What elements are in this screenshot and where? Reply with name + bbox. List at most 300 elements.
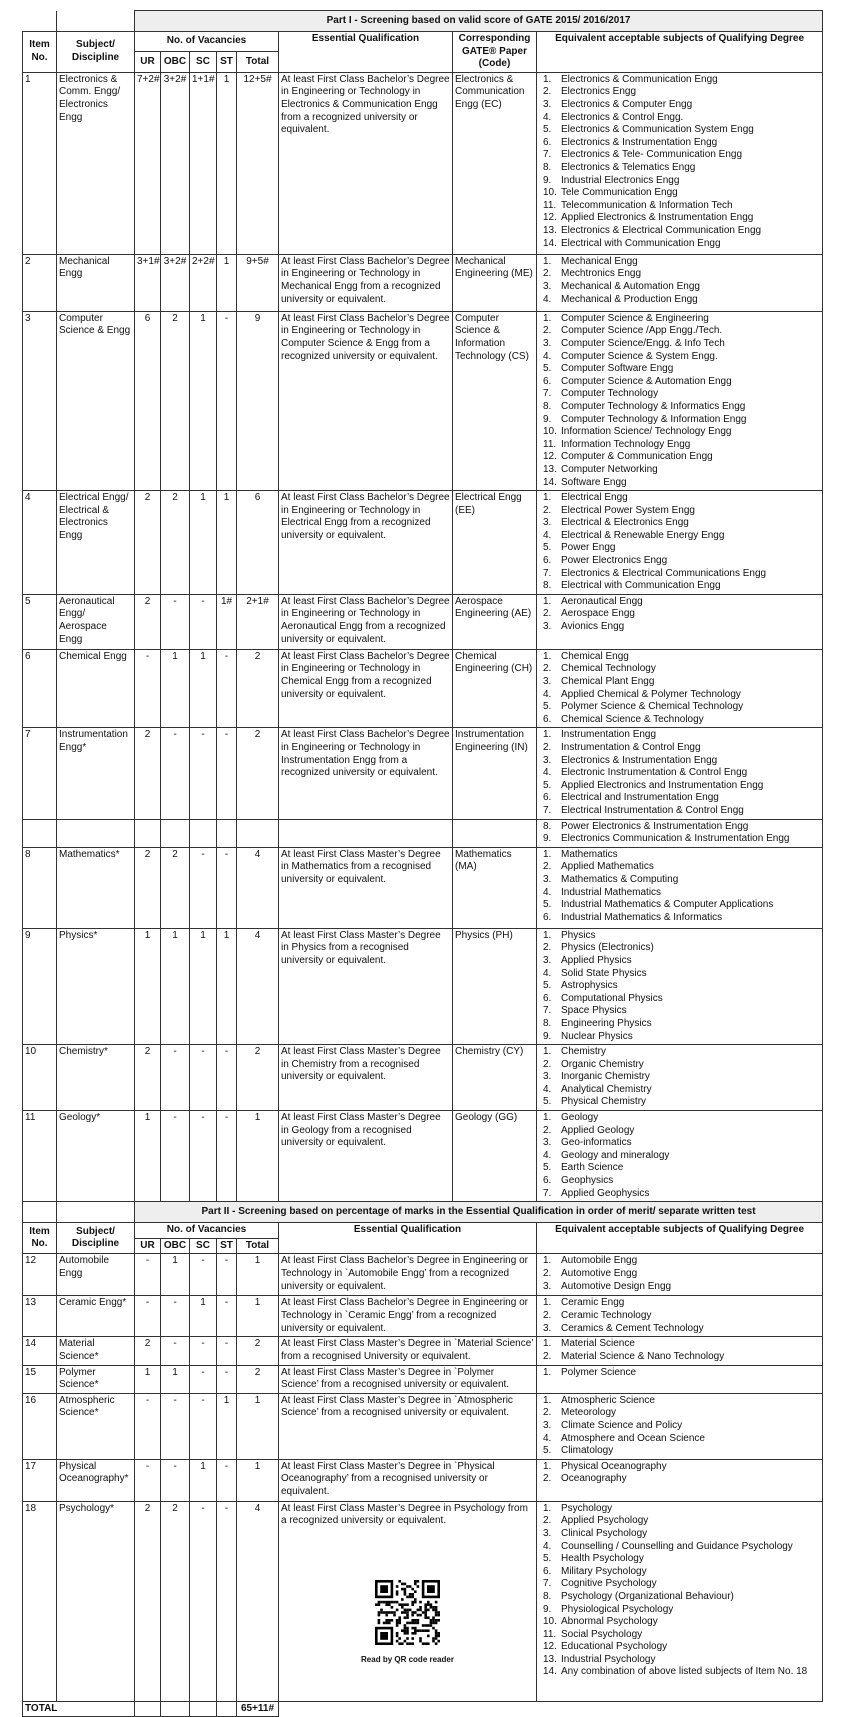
- equivalent-subject-item: [543, 476, 820, 490]
- header-subject: Subject/ Discipline: [57, 1223, 135, 1254]
- subject-text: Electronics Communication & Instrumentation Engg: [561, 833, 790, 845]
- equivalent-subject-item: [543, 1502, 820, 1516]
- vacancy-obc: 3+2#: [161, 72, 190, 254]
- equivalent-subject-item: [543, 1553, 820, 1566]
- vacancy-st: -: [217, 1501, 237, 1701]
- list-number: 1.: [543, 1460, 552, 1472]
- subject-text: Computer Software Engg: [561, 363, 674, 375]
- vacancy-st: -: [217, 1459, 237, 1501]
- list-number: 2.: [543, 1058, 552, 1070]
- subject-text: Electrical Power System Engg: [561, 504, 695, 516]
- equivalent-subject-item: [543, 1473, 820, 1486]
- vacancy-total: 2: [237, 1365, 279, 1393]
- list-number: 3.: [543, 98, 552, 110]
- item-number: 2: [23, 254, 57, 311]
- equivalent-subject-item: [543, 767, 820, 780]
- subject-text: Electrical & Electronics Engg: [561, 517, 689, 529]
- equivalent-subject-item: [543, 792, 820, 805]
- list-number: 11.: [543, 438, 557, 450]
- item-number: 16: [23, 1393, 57, 1459]
- gate-paper-code: Electronics & Communication Engg (EC): [453, 72, 537, 254]
- equivalent-subjects: [537, 819, 823, 847]
- equivalent-subject-item: [543, 504, 820, 518]
- subject-text: Counselling / Counselling and Guidance Psychology: [561, 1540, 793, 1552]
- equivalent-subject-item: [543, 136, 820, 150]
- equivalent-subject-item: [543, 580, 820, 593]
- subject-text: Applied Geophysics: [561, 1187, 650, 1199]
- vacancy-st: 1: [217, 254, 237, 311]
- list-number: 1.: [543, 1255, 552, 1267]
- vacancy-obc: -: [161, 1337, 190, 1365]
- subject-discipline: Material Science*: [57, 1337, 135, 1365]
- equivalent-subject-item: [543, 224, 820, 238]
- part2-head: [23, 1202, 823, 1254]
- part1-title: Part I - Screening based on valid score of GATE 2015/ 2016/2017: [135, 11, 823, 32]
- equivalent-subjects: [537, 1501, 823, 1701]
- list-number: 4.: [543, 688, 552, 700]
- equivalent-subject-item: [543, 1071, 820, 1084]
- list-number: 1.: [543, 929, 552, 941]
- vacancy-ur: 2: [135, 1501, 161, 1701]
- vacancy-total: 1: [237, 1393, 279, 1459]
- vacancy-ur: 2: [135, 1045, 161, 1111]
- equivalent-subject-item: [543, 98, 820, 112]
- vacancy-sc: 1: [190, 928, 217, 1044]
- vacancy-obc: -: [161, 1459, 190, 1501]
- equivalent-subjects-list: [539, 1461, 820, 1486]
- subject-text: Psychology (Organizational Behaviour): [561, 1590, 734, 1602]
- equivalent-subject-item: [543, 413, 820, 427]
- subject-text: Electrical Instrumentation & Control Engg: [561, 804, 744, 816]
- equivalent-subject-item: [543, 848, 820, 862]
- equivalent-subject-item: [543, 1175, 820, 1188]
- subject-text: Computer Technology & Informatics Engg: [561, 400, 746, 412]
- list-number: 4.: [543, 529, 552, 541]
- subject-text: Chemical Science & Technology: [561, 713, 704, 725]
- vacancy-st: -: [217, 649, 237, 728]
- equivalent-subjects: [537, 311, 823, 490]
- subject-discipline: Physics*: [57, 928, 135, 1044]
- table-row: [23, 1045, 823, 1111]
- list-number: 13.: [543, 224, 557, 236]
- equivalent-subject-item: [543, 1096, 820, 1109]
- total-value: 65+11#: [237, 1701, 279, 1717]
- equivalent-subject-item: [543, 1137, 820, 1150]
- list-number: 2.: [543, 86, 552, 98]
- equivalent-subject-item: [543, 1407, 820, 1420]
- equivalent-subjects: [537, 1111, 823, 1202]
- essential-qualification: At least First Class Master’s Degree in Mathematics from a recognised university or equivalent.: [279, 847, 453, 928]
- subject-text: Ceramic Engg: [561, 1297, 625, 1309]
- list-number: 5.: [543, 980, 552, 992]
- vacancy-ur: 1: [135, 928, 161, 1044]
- vacancy-total: 6: [237, 491, 279, 595]
- subject-text: Polymer Science & Chemical Technology: [561, 701, 744, 713]
- equivalent-subject-item: [543, 73, 820, 87]
- list-number: 2.: [543, 325, 552, 337]
- list-number: 6.: [543, 713, 552, 725]
- subject-discipline: Mathematics*: [57, 847, 135, 928]
- subject-text: Automobile Engg: [561, 1255, 638, 1267]
- subject-text: Electronics & Computer Engg: [561, 98, 693, 110]
- subject-text: Computer Science & Engineering: [561, 312, 709, 324]
- list-number: 3.: [543, 754, 552, 766]
- gate-paper-code: Chemical Engineering (CH): [453, 649, 537, 728]
- equivalent-subject-item: [543, 861, 820, 874]
- gate-paper-code: Electrical Engg (EE): [453, 491, 537, 595]
- list-number: 4.: [543, 111, 552, 123]
- table-row: [23, 1254, 823, 1296]
- equivalent-subjects-list: [539, 1367, 820, 1380]
- list-number: 1.: [543, 1297, 552, 1309]
- vacancy-total: 9+5#: [237, 254, 279, 311]
- equivalent-subject-item: [543, 149, 820, 162]
- list-number: 4.: [543, 1540, 552, 1552]
- essential-qualification: [279, 1296, 537, 1337]
- gate-paper-code: Computer Science & Information Technology (CS): [453, 311, 537, 490]
- vacancy-total: 4: [237, 928, 279, 1044]
- subject-text: Physiological Psychology: [561, 1603, 674, 1615]
- subject-text: Electronics Engg: [561, 86, 637, 98]
- subject-text: Power Engg: [561, 542, 616, 554]
- equivalent-subject-item: [543, 337, 820, 351]
- list-number: 1.: [543, 1046, 552, 1058]
- item-number: 1: [23, 72, 57, 254]
- vacancy-sc: -: [190, 847, 217, 928]
- subject-text: Organic Chemistry: [561, 1058, 644, 1070]
- subject-text: Applied Geology: [561, 1124, 635, 1136]
- subject-discipline: Geology*: [57, 1111, 135, 1202]
- equivalent-subject-item: [543, 1666, 820, 1679]
- equivalent-subject-item: [543, 1187, 820, 1201]
- vacancy-sc: -: [190, 1365, 217, 1393]
- item-number: [23, 819, 57, 847]
- subject-text: Tele Communication Engg: [561, 187, 678, 199]
- vacancy-st: -: [217, 1365, 237, 1393]
- subject-text: Physics: [561, 929, 596, 941]
- header-vacancies: No. of Vacancies: [135, 32, 279, 52]
- subject-text: Industrial Mathematics & Computer Applications: [561, 899, 774, 911]
- header-st: ST: [217, 52, 237, 72]
- list-number: 4.: [543, 886, 552, 898]
- vacancy-total: 4: [237, 847, 279, 928]
- table-row: [23, 1393, 823, 1459]
- list-number: 7.: [543, 149, 552, 161]
- vacancy-obc: 3+2#: [161, 254, 190, 311]
- subject-text: Psychology: [561, 1502, 613, 1514]
- equivalent-subjects-list: [539, 1046, 820, 1109]
- subject-text: Electronics & Control Engg.: [561, 111, 684, 123]
- equivalent-subject-item: [543, 1394, 820, 1408]
- list-number: 2.: [543, 742, 552, 753]
- subject-text: Mathematics: [561, 848, 618, 860]
- subject-text: Geophysics: [561, 1175, 614, 1187]
- list-number: 2.: [543, 1473, 552, 1485]
- essential-qualification: At least First Class Master’s Degree in Geology from a recognised university or equivalent.: [279, 1111, 453, 1202]
- equivalent-subject-item: [543, 1124, 820, 1138]
- equivalent-subject-item: [543, 608, 820, 621]
- equivalent-subject-item: [543, 1046, 820, 1059]
- subject-text: Engineering Physics: [561, 1017, 652, 1029]
- subject-text: Cognitive Psychology: [561, 1578, 657, 1590]
- vacancy-notice-sheet: [22, 10, 822, 1717]
- list-number: 6.: [543, 555, 552, 567]
- gate-paper-code: Instrumentation Engineering (IN): [453, 728, 537, 819]
- list-number: 2.: [543, 1351, 552, 1362]
- header-vacancies: No. of Vacancies: [135, 1223, 279, 1239]
- equivalent-subject-item: [543, 161, 820, 175]
- part1-title-row: [23, 11, 823, 32]
- subject-text: Electronics & Instrumentation Engg: [561, 754, 718, 766]
- item-number: 17: [23, 1459, 57, 1501]
- subject-text: Physics (Electronics): [561, 942, 654, 954]
- item-number: 5: [23, 594, 57, 649]
- item-number: 7: [23, 728, 57, 819]
- qualification-text: At least First Class Master’s Degree in Psychology from a recognized university or equivalent.: [281, 1502, 528, 1527]
- equivalent-subjects-list: [539, 729, 820, 817]
- equivalent-subjects-list: [539, 74, 820, 250]
- equivalent-subject-item: [543, 1149, 820, 1163]
- list-number: 1.: [543, 595, 552, 607]
- equivalent-subject-item: [543, 1578, 820, 1591]
- vacancy-total: 2: [237, 1045, 279, 1111]
- vacancy-sc: -: [190, 728, 217, 819]
- subject-text: Computer Science/Engg. & Info Tech: [561, 337, 725, 349]
- equivalent-subjects-list: [539, 849, 820, 925]
- header-obc: OBC: [161, 52, 190, 72]
- vacancy-total: [237, 819, 279, 847]
- equivalent-subjects-list: [539, 930, 820, 1043]
- table-row: [23, 1501, 823, 1701]
- subject-discipline: Chemistry*: [57, 1045, 135, 1111]
- subject-text: Electrical & Renewable Energy Engg: [561, 529, 725, 541]
- vacancy-sc: -: [190, 1111, 217, 1202]
- header-sc: SC: [190, 1238, 217, 1254]
- vacancy-total: 1: [237, 1296, 279, 1337]
- subject-text: Industrial Psychology: [561, 1653, 656, 1665]
- subject-discipline: Mechanical Engg: [57, 254, 135, 311]
- equivalent-subject-item: [543, 729, 820, 742]
- equivalent-subject-item: [543, 1419, 820, 1433]
- list-number: 3.: [543, 676, 552, 688]
- list-number: 12.: [543, 212, 557, 224]
- part2-title: Part II - Screening based on percentage of marks in the Essential Qualification in order of merit/ separate written test: [135, 1202, 823, 1223]
- subject-text: Chemical Technology: [561, 663, 656, 675]
- list-number: 4.: [543, 1149, 552, 1161]
- subject-text: Electrical with Communication Engg: [561, 237, 721, 249]
- list-number: 3.: [543, 337, 552, 349]
- vacancy-ur: 1: [135, 1111, 161, 1202]
- header-qualification: Essential Qualification: [279, 1223, 537, 1254]
- total-body: [23, 1701, 823, 1717]
- vacancy-total: 2: [237, 728, 279, 819]
- equivalent-subject-item: [543, 873, 820, 887]
- qualification-text: At least First Class Master’s Degree in `Polymer Science’ from a recognised university or equivalent.: [281, 1366, 510, 1391]
- equivalent-subjects: [537, 847, 823, 928]
- subject-text: Electronics & Electrical Communications Engg: [561, 567, 767, 579]
- vacancy-st: 1: [217, 72, 237, 254]
- list-number: 3.: [543, 1322, 552, 1334]
- item-number: 15: [23, 1365, 57, 1393]
- equivalent-subject-item: [543, 713, 820, 727]
- part1-body: [23, 72, 823, 1201]
- subject-text: Applied Electronics & Instrumentation Engg: [561, 212, 754, 224]
- equivalent-subject-item: [543, 942, 820, 955]
- subject-text: Mechtronics Engg: [561, 268, 642, 280]
- qualification-text: At least First Class Master’s Degree in `Material Science’ from a recognised University or equivalent.: [281, 1338, 534, 1362]
- list-number: 14.: [543, 237, 557, 249]
- item-number: 10: [23, 1045, 57, 1111]
- equivalent-subject-item: [543, 804, 820, 818]
- list-number: 2.: [543, 861, 552, 873]
- subject-text: Solid State Physics: [561, 967, 647, 979]
- qr-caption: Read by QR code reader: [361, 1654, 454, 1664]
- header-ur: UR: [135, 1238, 161, 1254]
- subject-text: Physical Chemistry: [561, 1096, 647, 1108]
- list-number: 3.: [543, 873, 552, 885]
- gate-paper-code: [453, 819, 537, 847]
- equivalent-subject-item: [543, 388, 820, 401]
- equivalent-subject-item: [543, 199, 820, 213]
- vacancy-obc: 1: [161, 649, 190, 728]
- subject-text: Earth Science: [561, 1162, 624, 1174]
- subject-text: Electronics & Communication System Engg: [561, 124, 754, 136]
- equivalent-subject-item: [543, 833, 820, 846]
- equivalent-subject-item: [543, 187, 820, 200]
- equivalent-subjects: [537, 1337, 823, 1365]
- list-number: 6.: [543, 911, 552, 923]
- gate-paper-code: Aerospace Engineering (AE): [453, 594, 537, 649]
- vacancy-st: -: [217, 847, 237, 928]
- subject-text: Mechanical & Automation Engg: [561, 280, 700, 292]
- list-number: 5.: [543, 1553, 552, 1565]
- list-number: 6.: [543, 375, 552, 387]
- list-number: 9.: [543, 1603, 552, 1615]
- equivalent-subject-item: [543, 1268, 820, 1281]
- qr-code: [375, 1580, 440, 1650]
- list-number: 1.: [543, 729, 552, 741]
- list-number: 7.: [543, 804, 552, 816]
- vacancy-st: -: [217, 1254, 237, 1296]
- list-number: 1.: [543, 1394, 552, 1406]
- vacancy-sc: -: [190, 1045, 217, 1111]
- list-number: 6.: [543, 1565, 552, 1577]
- subject-discipline: Electrical Engg/ Electrical & Electronics Engg: [57, 491, 135, 595]
- equivalent-subject-item: [543, 1603, 820, 1617]
- list-number: 9.: [543, 174, 552, 186]
- subject-text: Electronics & Tele- Communication Engg: [561, 149, 743, 161]
- item-number: 12: [23, 1254, 57, 1296]
- subject-text: Telecommunication & Information Tech: [561, 199, 733, 211]
- subject-text: Computer Networking: [561, 463, 658, 475]
- subject-text: Abnormal Psychology: [561, 1616, 658, 1628]
- essential-qualification: [279, 1459, 537, 1501]
- vacancy-st: -: [217, 1296, 237, 1337]
- vacancy-sc: 1: [190, 491, 217, 595]
- gate-paper-code: Physics (PH): [453, 928, 537, 1044]
- item-number: 11: [23, 1111, 57, 1202]
- equivalent-subject-item: [543, 779, 820, 793]
- list-number: 2.: [543, 1310, 552, 1321]
- equivalent-subjects-list: [539, 1503, 820, 1679]
- header-sc: SC: [190, 52, 217, 72]
- subject-discipline: [57, 819, 135, 847]
- list-number: 3.: [543, 1280, 552, 1292]
- subject-text: Electrical and Instrumentation Engg: [561, 792, 719, 804]
- essential-qualification: [279, 1365, 537, 1393]
- gate-paper-code: Geology (GG): [453, 1111, 537, 1202]
- equivalent-subject-item: [543, 1310, 820, 1323]
- header-obc: OBC: [161, 1238, 190, 1254]
- vacancy-obc: 2: [161, 491, 190, 595]
- list-number: 5.: [543, 363, 552, 375]
- header-equivalent: Equivalent acceptable subjects of Qualifying Degree: [537, 32, 823, 73]
- vacancy-obc: -: [161, 1111, 190, 1202]
- essential-qualification: At least First Class Bachelor’s Degree in Engineering or Technology in Mechanical Engg from a recognized university or equivalent.: [279, 254, 453, 311]
- list-number: 7.: [543, 1005, 552, 1017]
- vacancy-total: 9: [237, 311, 279, 490]
- subject-text: Automotive Design Engg: [561, 1280, 672, 1292]
- vacancy-st: -: [217, 1337, 237, 1365]
- subject-text: Computer Science & System Engg.: [561, 350, 718, 362]
- list-number: 1.: [543, 312, 552, 324]
- equivalent-subject-item: [543, 280, 820, 294]
- list-number: 1.: [543, 492, 552, 504]
- vacancy-ur: 2: [135, 847, 161, 928]
- vacancy-obc: 2: [161, 1501, 190, 1701]
- vacancy-st: 1: [217, 491, 237, 595]
- subject-text: Chemistry: [561, 1046, 607, 1058]
- equivalent-subject-item: [543, 1322, 820, 1336]
- subject-text: Electrical with Communication Engg: [561, 580, 721, 592]
- equivalent-subject-item: [543, 212, 820, 225]
- essential-qualification: At least First Class Bachelor’s Degree in Engineering or Technology in Instrumentation Engg from a recognized university or equivalent.: [279, 728, 453, 819]
- vacancy-obc: 1: [161, 1254, 190, 1296]
- list-number: 14.: [543, 1666, 557, 1678]
- list-number: 10.: [543, 187, 557, 199]
- subject-text: Instrumentation & Control Engg: [561, 742, 701, 753]
- gate-paper-code: Mathematics (MA): [453, 847, 537, 928]
- equivalent-subject-item: [543, 1162, 820, 1175]
- subject-text: Power Electronics & Instrumentation Engg: [561, 820, 749, 832]
- list-number: 11.: [543, 199, 557, 211]
- essential-qualification: At least First Class Bachelor’s Degree in Engineering or Technology in Electrical Engg from a recognized university or equivalent.: [279, 491, 453, 595]
- equivalent-subjects-list: [539, 1395, 820, 1458]
- list-number: 9.: [543, 413, 552, 425]
- vacancy-sc: -: [190, 1501, 217, 1701]
- equivalent-subject-item: [543, 124, 820, 137]
- equivalent-subject-item: [543, 911, 820, 925]
- subject-text: Instrumentation Engg: [561, 729, 657, 741]
- vacancy-obc: 2: [161, 311, 190, 490]
- vacancy-total: 4: [237, 1501, 279, 1701]
- equivalent-subject-item: [543, 701, 820, 714]
- subject-text: Industrial Mathematics: [561, 886, 662, 898]
- subject-text: Computer Science & Automation Engg: [561, 375, 732, 387]
- equivalent-subject-item: [543, 650, 820, 664]
- vacancy-ur: 7+2#: [135, 72, 161, 254]
- table-row: [23, 1111, 823, 1202]
- equivalent-subject-item: [543, 1616, 820, 1629]
- equivalent-subject-item: [543, 86, 820, 99]
- item-number: 8: [23, 847, 57, 928]
- subject-text: Electronics & Telematics Engg: [561, 161, 696, 173]
- essential-qualification: At least First Class Master’s Degree in Chemistry from a recognised university or equivalent.: [279, 1045, 453, 1111]
- list-number: 1.: [543, 73, 552, 85]
- subject-text: Analytical Chemistry: [561, 1083, 652, 1095]
- vacancy-ur: -: [135, 1459, 161, 1501]
- equivalent-subject-item: [543, 438, 820, 452]
